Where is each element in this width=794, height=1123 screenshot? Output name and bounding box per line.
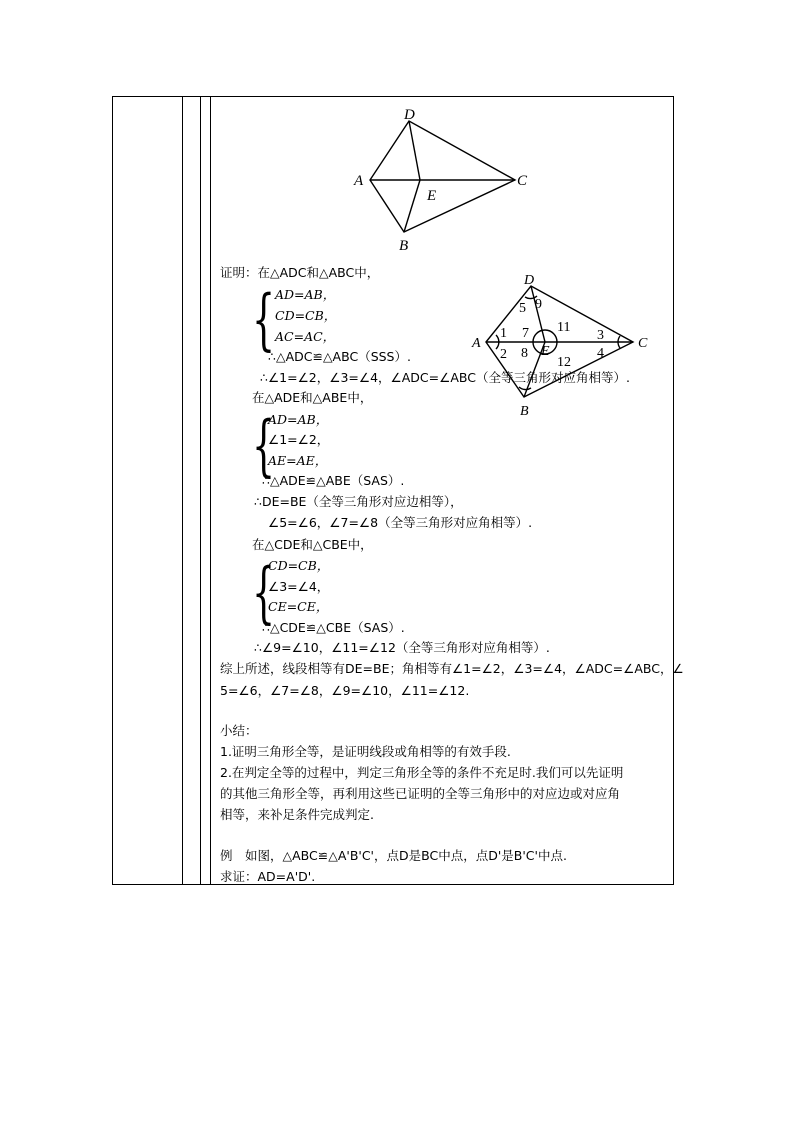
summary-line: 相等，来补足条件完成判定.	[220, 807, 374, 822]
kite-figure-1	[350, 105, 540, 255]
example-line: 例 如图，△ABC≌△A'B'C'，点D是BC中点，点D'是B'C'中点.	[220, 848, 567, 863]
proof-line: ∴DE=BE（全等三角形对应边相等），	[254, 494, 463, 509]
vertex-label-a: A	[354, 173, 364, 189]
vertex-label-b: B	[399, 238, 409, 254]
example-line: 求证：AD=A'D'.	[220, 869, 316, 884]
proof-line: CD=CB，	[268, 558, 330, 573]
summary-line: 的其他三角形全等，再利用这些已证明的全等三角形中的对应边或对应角	[220, 786, 621, 801]
summary-line: 2.在判定全等的过程中，判定三角形全等的条件不充足时.我们可以先证明	[220, 765, 624, 780]
proof-line: ∠1=∠2，	[268, 432, 330, 447]
system-brace: {	[252, 407, 276, 484]
proof-line: AE=AE，	[268, 453, 328, 468]
angle-number: 5	[519, 301, 526, 316]
angle-number: 4	[597, 346, 604, 361]
table-column-divider	[200, 96, 201, 885]
proof-line: ∠5=∠6，∠7=∠8（全等三角形对应角相等）.	[268, 515, 533, 530]
kite-figure-2	[470, 265, 660, 425]
proof-line: 证明：在△ADC和△ABC中，	[220, 265, 380, 280]
proof-line: CE=CE，	[268, 599, 329, 614]
proof-line: 在△CDE和△CBE中，	[252, 537, 373, 552]
proof-line: ∴△ADC≌△ABC（SSS）.	[268, 349, 411, 364]
vertex-label-a: A	[472, 336, 481, 351]
table-column-divider	[210, 96, 211, 885]
proof-line: CD=CB，	[275, 308, 337, 323]
vertex-label-d: D	[524, 273, 535, 288]
summary-title: 小结：	[220, 723, 258, 738]
angle-number: 9	[535, 297, 542, 312]
proof-line: ∴△CDE≌△CBE（SAS）.	[262, 620, 405, 635]
vertex-label-c: C	[638, 336, 648, 351]
vertex-label-d: D	[404, 107, 415, 123]
angle-number: 3	[597, 328, 604, 343]
vertex-label-e: E	[541, 344, 550, 359]
conclusion-line: 5=∠6，∠7=∠8，∠9=∠10，∠11=∠12.	[220, 683, 470, 698]
system-brace: {	[252, 554, 276, 631]
angle-number: 2	[500, 347, 507, 362]
system-brace: {	[252, 281, 276, 358]
vertex-label-c: C	[517, 173, 528, 189]
proof-line: AD=AB，	[268, 412, 329, 427]
vertex-label-e: E	[427, 188, 437, 204]
proof-line: ∴△ADE≌△ABE（SAS）.	[262, 473, 405, 488]
proof-line: AC=AC，	[275, 329, 336, 344]
conclusion-line: 综上所述，线段相等有DE=BE；角相等有∠1=∠2，∠3=∠4，∠ADC=∠ABC，∠	[220, 661, 684, 676]
proof-line: 在△ADE和△ABE中，	[252, 390, 373, 405]
proof-line: ∴∠9=∠10，∠11=∠12（全等三角形对应角相等）.	[254, 640, 550, 655]
angle-number: 8	[521, 346, 528, 361]
proof-line: AD=AB，	[275, 287, 336, 302]
angle-number: 11	[557, 320, 571, 335]
table-column-divider	[182, 96, 183, 885]
angle-number: 7	[522, 326, 529, 341]
vertex-label-b: B	[520, 404, 529, 419]
proof-line: ∴∠1=∠2，∠3=∠4，∠ADC=∠ABC（全等三角形对应角相等）.	[260, 370, 630, 385]
angle-number: 1	[500, 326, 507, 341]
summary-line: 1.证明三角形全等，是证明线段或角相等的有效手段.	[220, 744, 511, 759]
proof-line: ∠3=∠4，	[268, 579, 330, 594]
angle-number: 12	[557, 355, 571, 370]
